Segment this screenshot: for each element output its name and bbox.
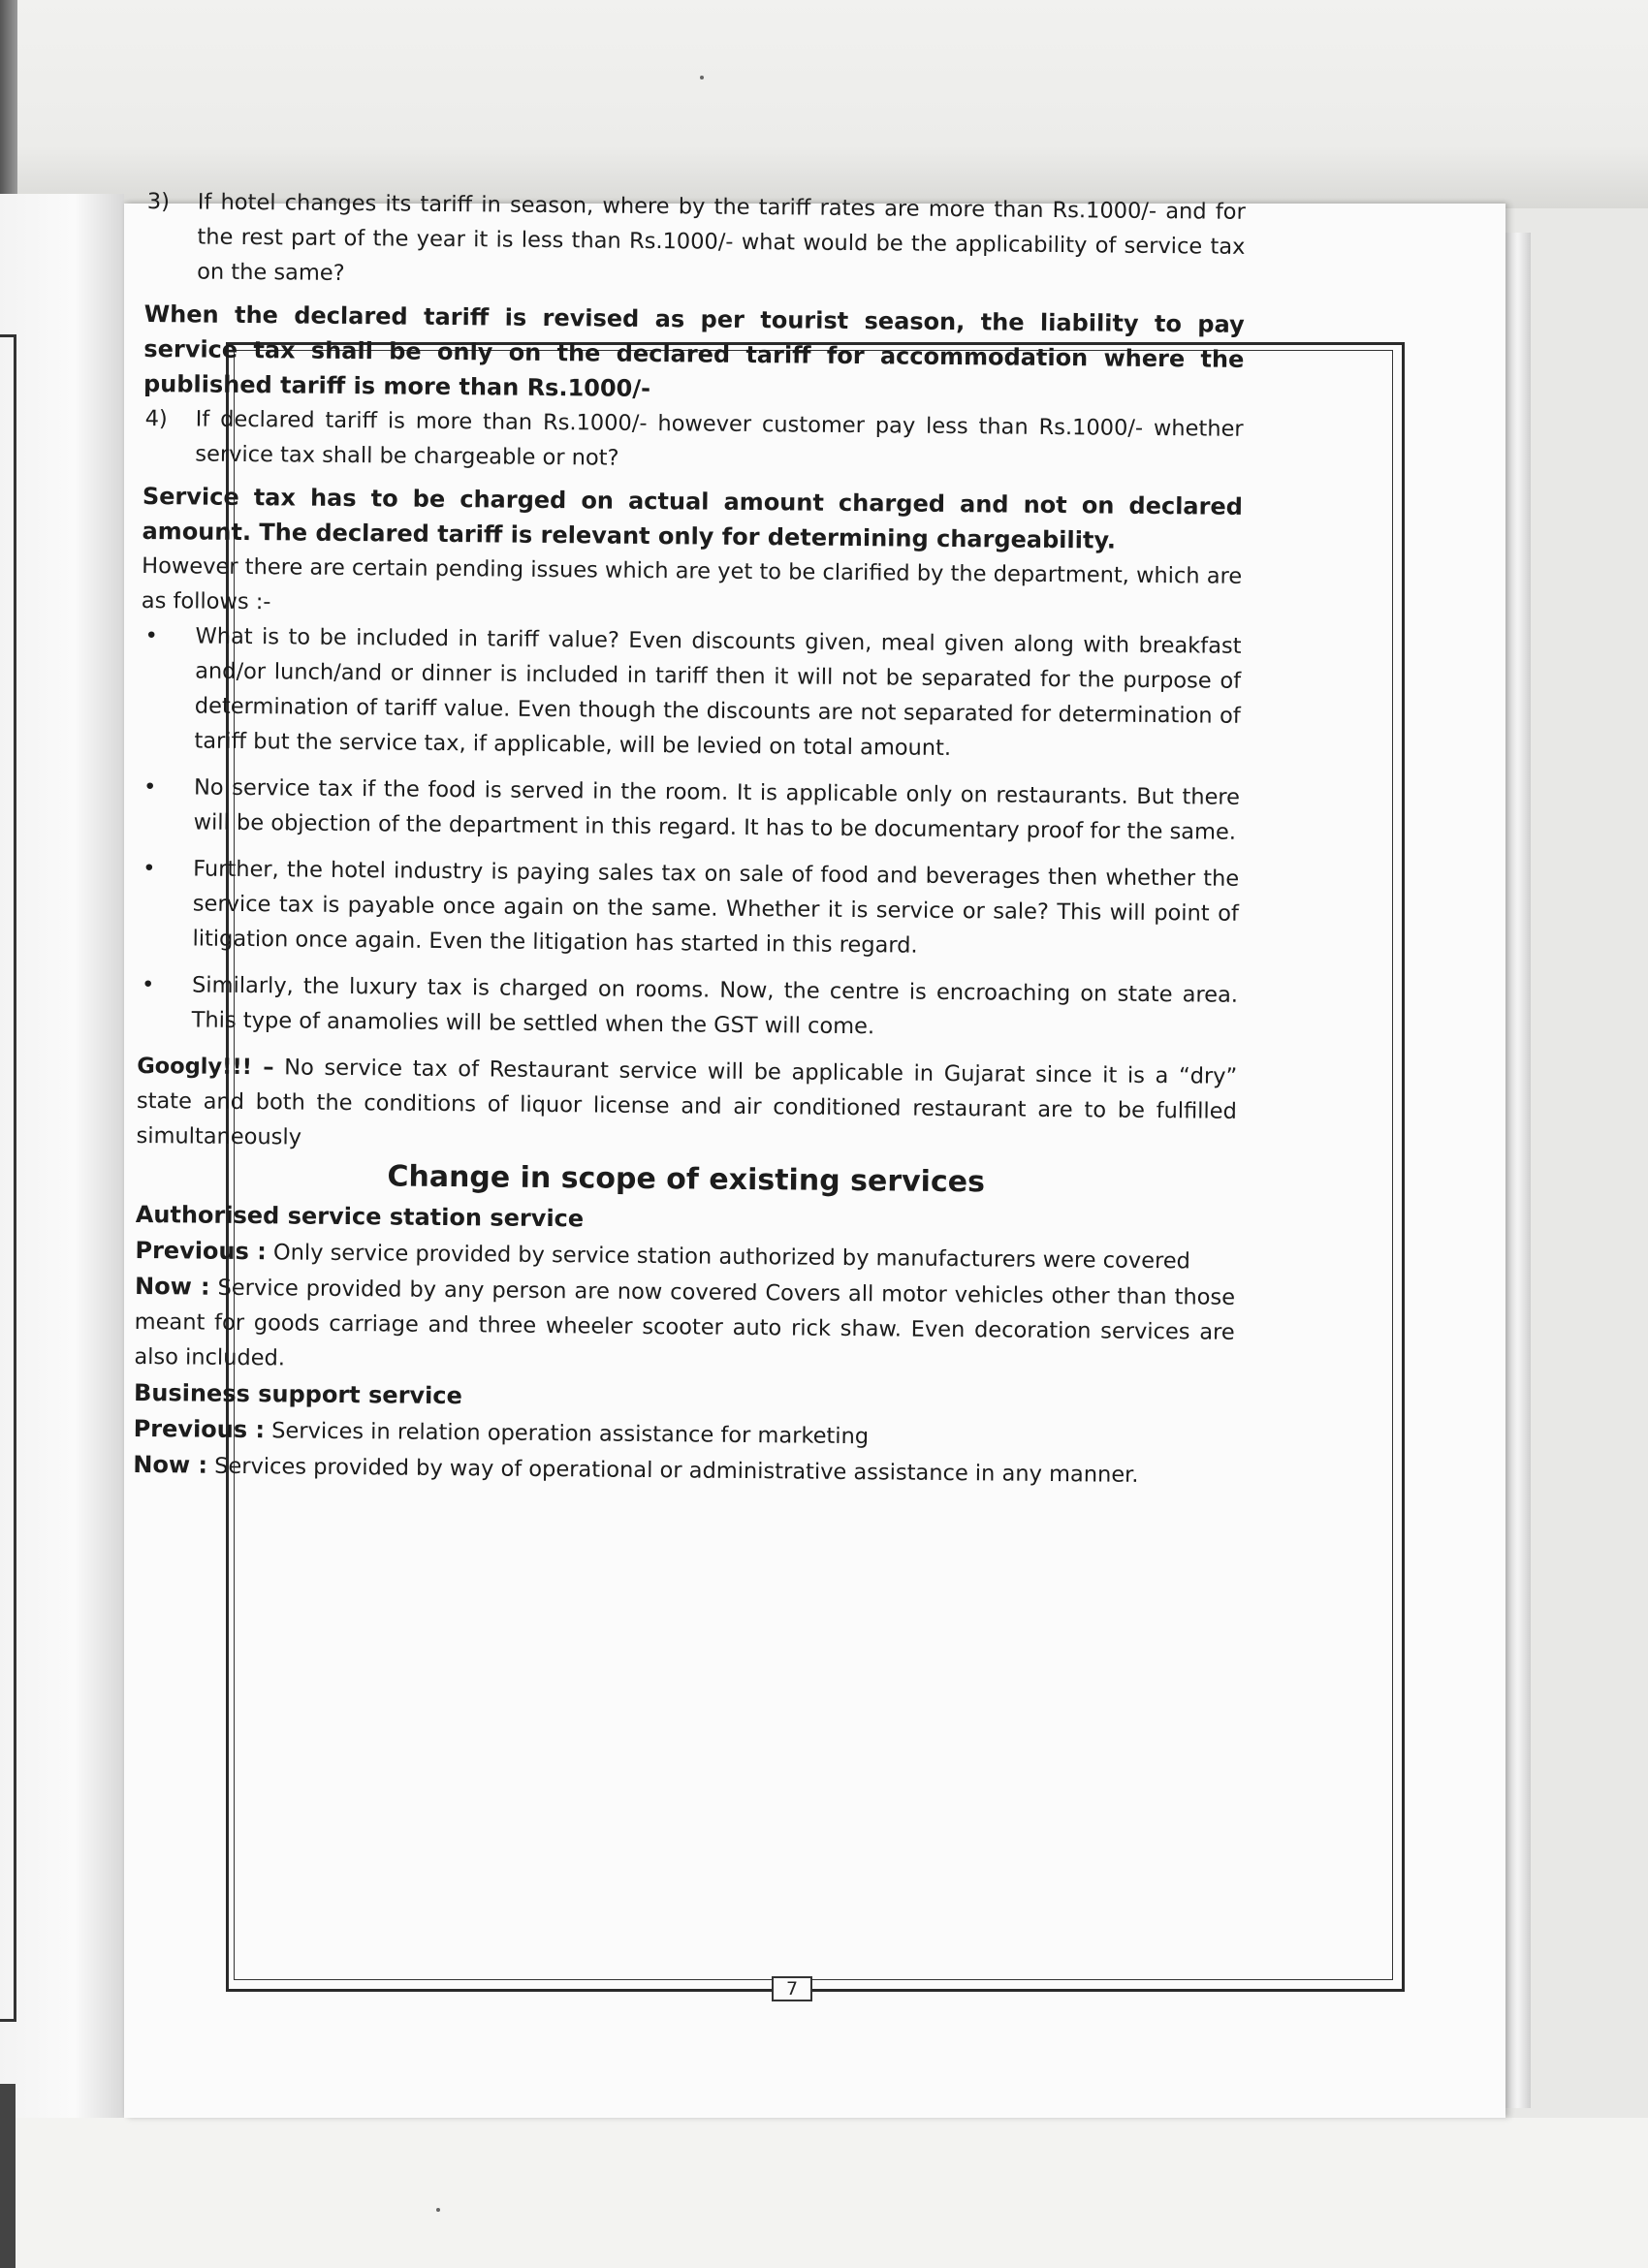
bullet-symbol: • <box>144 623 158 649</box>
bullet-text: What is to be included in tariff value? Even discounts given, meal given along with breakfast and/or lunch/and or dinner is included in tariff then it will not be separated for the purpose of determination of tariff value. Even though the discounts are not separated for determination of tariff but the service tax, if applicable, will be levied on total amount. <box>194 623 1242 762</box>
question-text: If declared tariff is more than Rs.1000/- however customer pay less than Rs.1000/- whether service tax shall be chargeable or not? <box>195 406 1244 471</box>
pending-issues-intro: However there are certain pending issues which are yet to be clarified by the department, which are as follows :- <box>141 552 1243 615</box>
bullet-symbol: • <box>143 774 157 801</box>
facing-page <box>0 194 124 2123</box>
dust-speck <box>700 76 704 79</box>
bullet-item <box>138 851 1239 966</box>
question-number: 3) <box>146 189 171 215</box>
scanner-edge-shadow-bottom <box>0 2084 16 2268</box>
bullet-text: Further, the hotel industry is paying sales tax on sale of food and beverages then whether the service tax is payable once again on the same. Whether it is service or sale? This will point of litigation once again. Even the litigation has started in this regard. <box>192 856 1240 959</box>
now-text: Service provided by any person are now covered Covers all motor vehicles other than those meant for goods carriage and three wheeler scooter auto rick shaw. Even decoration services are also included. <box>134 1275 1236 1371</box>
question-3 <box>144 184 1246 299</box>
previous-text: Services in relation operation assistance for marketing <box>264 1418 870 1450</box>
question-number: 4) <box>144 406 168 432</box>
answer-4: Service tax has to be charged on actual amount charged and not on declared amount. The declared tariff is relevant only for determining chargeability. <box>142 482 1243 554</box>
previous-label: Previous : <box>135 1236 267 1266</box>
page-number: 7 <box>772 1976 812 2001</box>
scanner-edge-shadow <box>0 0 17 208</box>
scan-background-bottom <box>0 2118 1648 2268</box>
answer-3: When the declared tariff is revised as per tourist season, the liability to pay service tax shall be only on the declared tariff for accommodation where the published tariff is more than Rs.1000/- <box>143 299 1245 403</box>
googly-note <box>136 1049 1237 1164</box>
previous-text: Only service provided by service station authorized by manufacturers were covered <box>266 1240 1191 1275</box>
now-label: Now : <box>133 1450 208 1479</box>
page-stack-edge <box>1505 233 1531 2108</box>
scan-background-top <box>0 0 1648 208</box>
service-heading: Authorised service station service <box>135 1200 585 1233</box>
now-text: Services provided by way of operational or administrative assistance in any manner. <box>206 1453 1139 1488</box>
service-now <box>134 1269 1235 1385</box>
bullet-text: No service tax if the food is served in the room. It is applicable only on restaurants. But there will be objection of the department in this regard. It has to be documentary proof for the same. <box>193 774 1241 845</box>
bullet-item <box>140 618 1241 769</box>
googly-label: Googly!!! – <box>137 1053 274 1081</box>
question-4 <box>143 401 1244 482</box>
now-label: Now : <box>134 1272 210 1301</box>
page-content <box>133 184 1246 1494</box>
previous-label: Previous : <box>133 1414 266 1444</box>
bullet-item <box>140 770 1241 850</box>
bullet-item <box>138 967 1239 1048</box>
facing-page-frame <box>0 334 16 2022</box>
service-heading: Business support service <box>133 1378 462 1410</box>
section-title: Change in scope of existing services <box>387 1159 986 1200</box>
dust-speck <box>436 2208 440 2212</box>
bullet-symbol: • <box>141 972 155 998</box>
question-text: If hotel changes its tariff in season, where by the tariff rates are more than Rs.1000/- and for the rest part of the year it is less than Rs.1000/- what would be the applicability of service tax on the same? <box>197 189 1246 286</box>
bullet-text: Similarly, the luxury tax is charged on rooms. Now, the centre is encroaching on state area. This type of anamolies will be settled when the GST will come. <box>191 972 1239 1040</box>
bullet-symbol: • <box>143 856 156 882</box>
googly-text: No service tax of Restaurant service will be applicable in Gujarat since it is a “dry” state and both the conditions of liquor license and air conditioned restaurant are to be fulfilled simultaneously <box>136 1055 1238 1150</box>
